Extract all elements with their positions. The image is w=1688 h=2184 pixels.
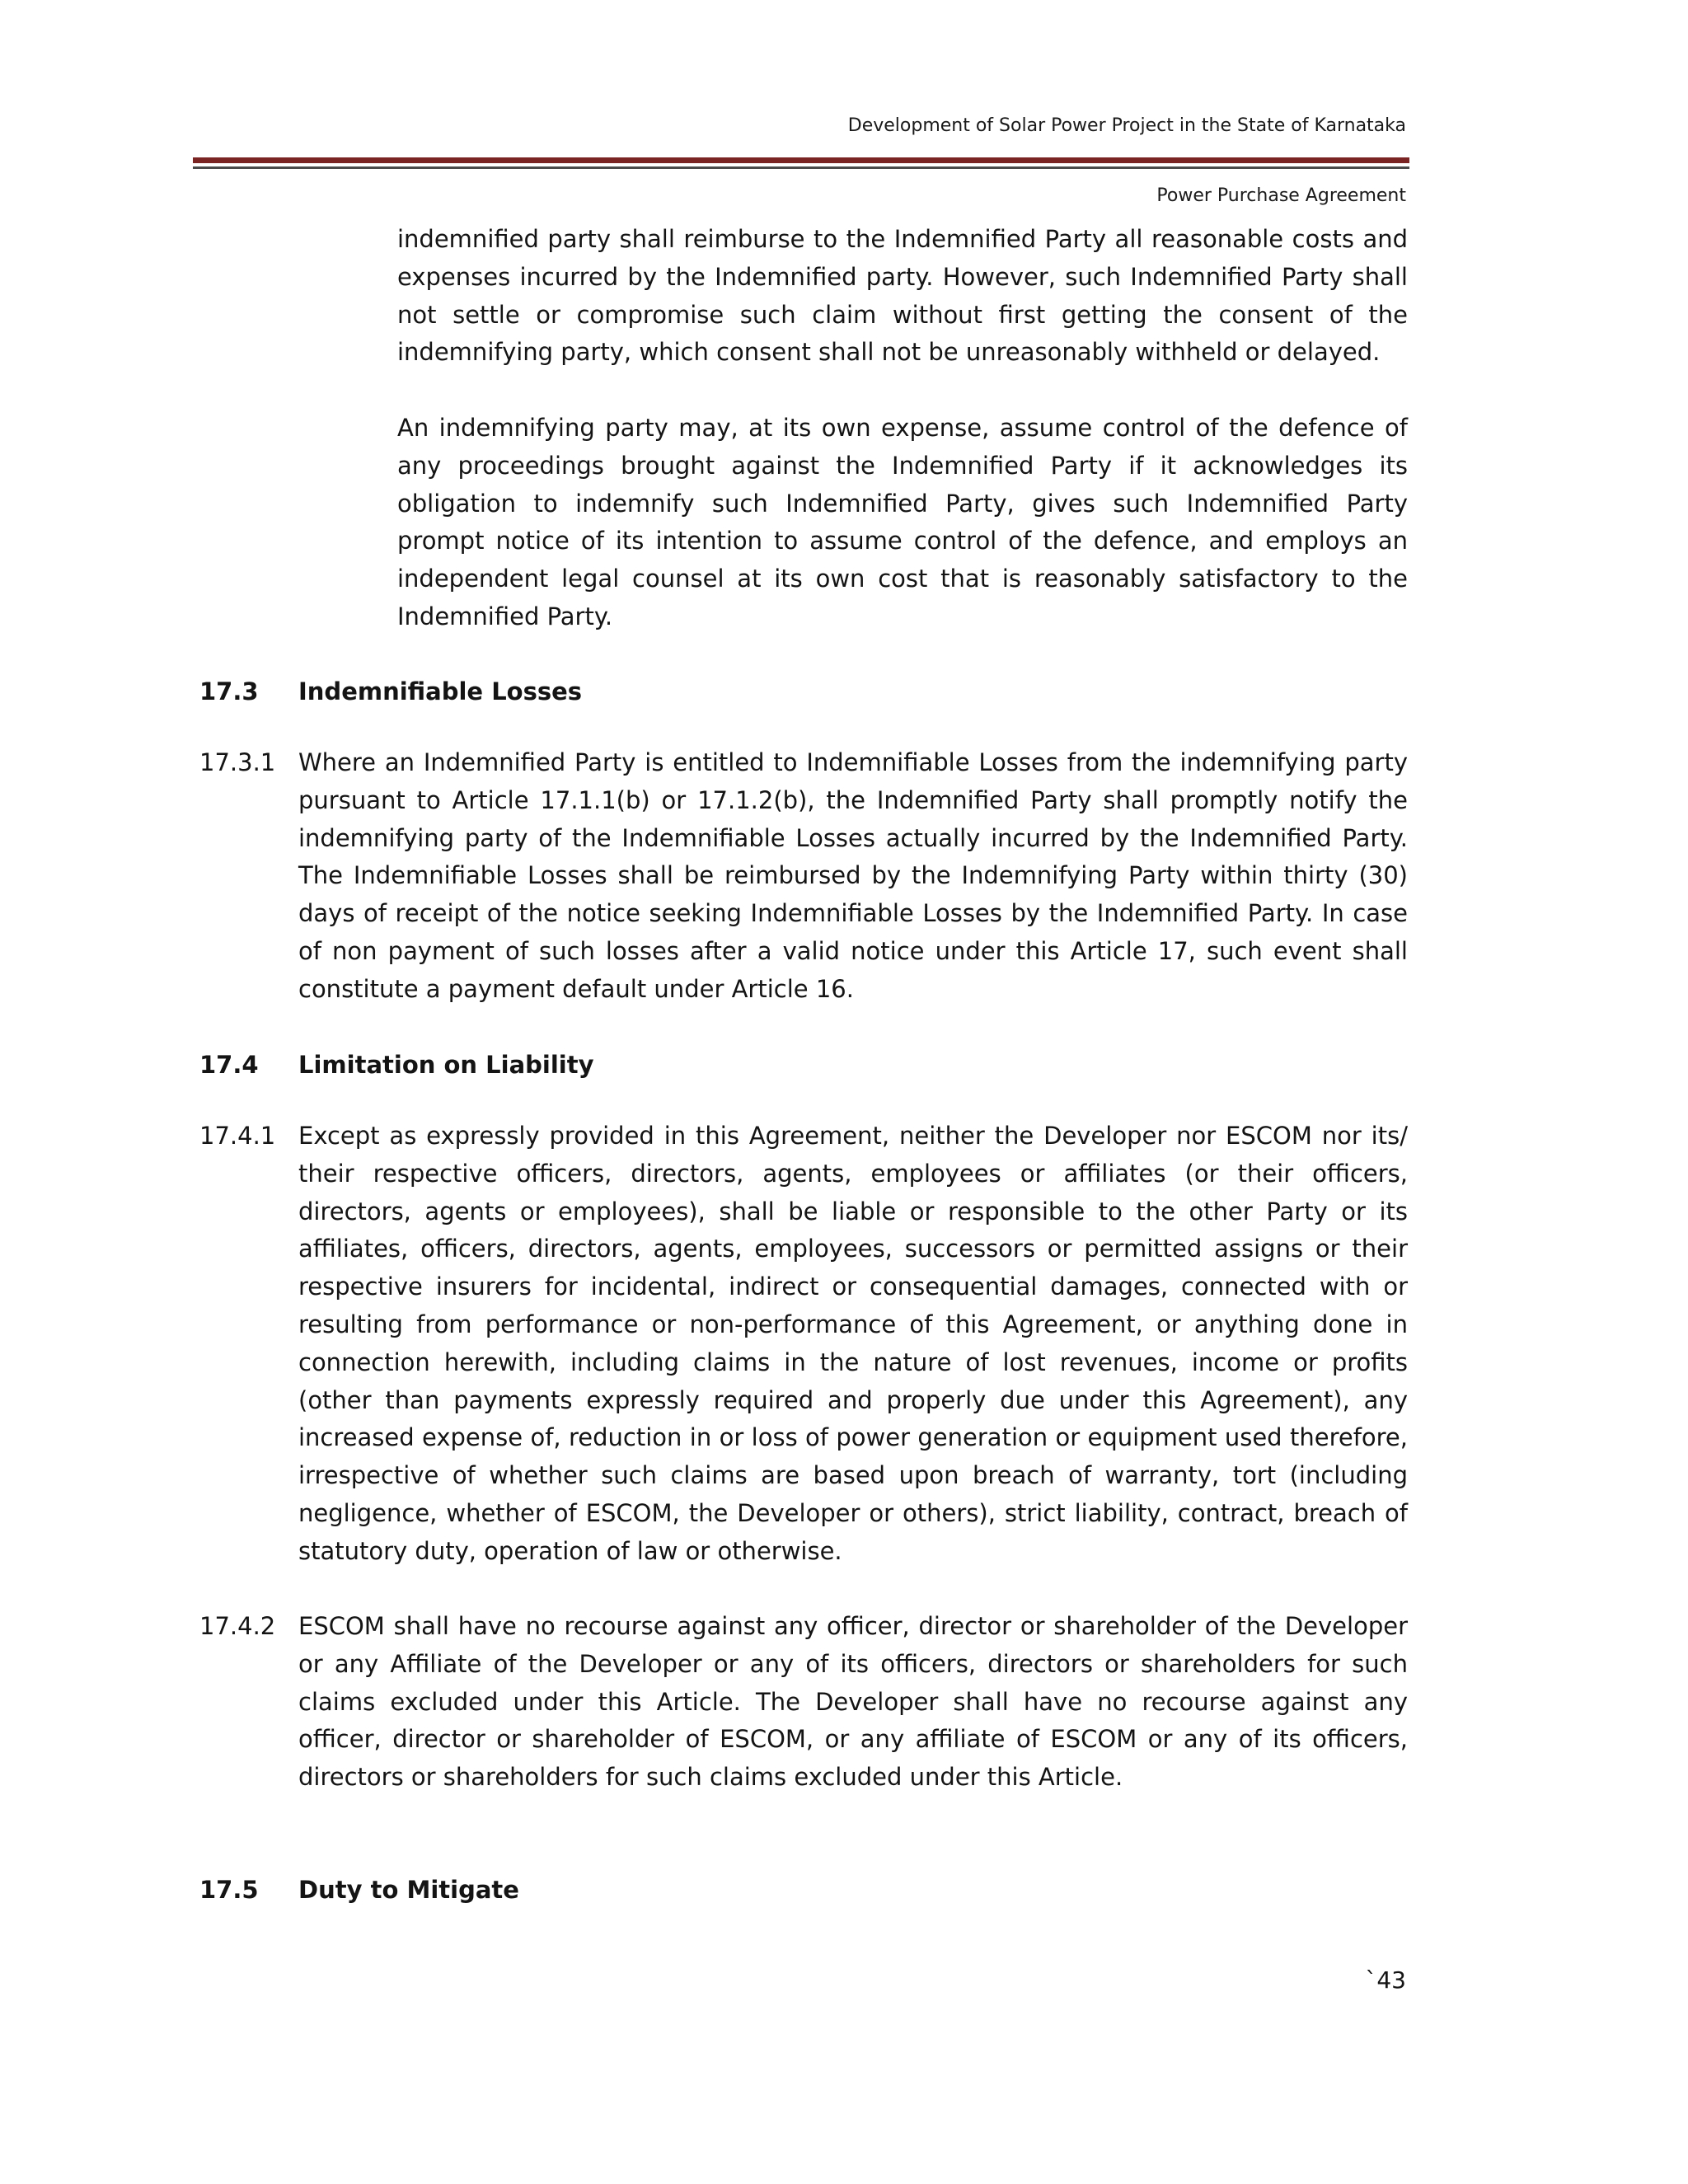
continuation-paragraph-2: An indemnifying party may, at its own expense, assume control of the defence of any proceedings brought against the Indemnified Party if it acknowledges its obligation to indemnify such Indemnified Party, gives such Indemnified Party prompt notice of its intention to assume control of the defence, and employs an independent legal counsel at its own cost that is reasonably satisfactory to the Indemnified Party. [397,414,1408,630]
continuation-paragraph-1: indemnified party shall reimburse to the Indemnified Party all reasonable costs and expenses incurred by the Indemnified party. However, such Indemnified Party shall not settle or compromise such claim without first getting the consent of the indemnifying party, which consent shall not be unreasonably withheld or delayed. [397,225,1408,367]
clause-text: Except as expressly provided in this Agreement, neither the Developer nor ESCOM nor its/ their respective officers, directors, agents, employees or affiliates (or their officers, directors, agents or employees), shall be liable or responsible to the other Party or its affiliates, officers, directors, agents, employees, successors or permitted assigns or their respective insurers for incidental, indirect or consequential damages, connected with or resulting from performance or non-performance of this Agreement, or anything done in connection herewith, including claims in the nature of lost revenues, income or profits (other than payments expressly required and properly due under this Agreement), any increased expense of, reduction in or loss of power generation or equipment used therefore, irrespective of whether such claims are based upon breach of warranty, tort (including negligence, whether of ESCOM, the Developer or others), strict liability, contract, breach of statutory duty, operation of law or otherwise. [298,1122,1408,1565]
clause-text: ESCOM shall have no recourse against any officer, director or shareholder of the Developer or any Affiliate of the Developer or any of its officers, directors or shareholders for such claims excluded under this Article. The Developer shall have no recourse against any officer, director or shareholder of ESCOM, or any affiliate of ESCOM or any of its officers, directors or shareholders for such claims excluded under this Article. [298,1612,1408,1792]
clause-number: 17.4.1 [199,1122,276,1150]
header-subtitle: Power Purchase Agreement [1156,185,1406,206]
header-rule-thick [193,157,1409,163]
header-title: Development of Solar Power Project in the State of Karnataka [847,115,1406,136]
section-number: 17.4 [199,1051,259,1079]
header-rule-thin [193,166,1409,169]
section-title: Limitation on Liability [298,1051,594,1079]
section-title: Indemnifiable Losses [298,677,583,705]
clause-number: 17.4.2 [199,1612,276,1640]
page-number: `43 [1365,1966,1406,1994]
section-title: Duty to Mitigate [298,1876,519,1904]
header-rule [193,157,1409,169]
section-number: 17.5 [199,1876,259,1904]
clause-number: 17.3.1 [199,748,276,776]
section-number: 17.3 [199,677,259,705]
clause-text: Where an Indemnified Party is entitled to Indemnifiable Losses from the indemnifying party pursuant to Article 17.1.1(b) or 17.1.2(b), the Indemnified Party shall promptly notify the indemnifying party of the Indemnifiable Losses actually incurred by the Indemnified Party. The Indemnifiable Losses shall be reimbursed by the Indemnifying Party within thirty (30) days of receipt of the notice seeking Indemnifiable Losses by the Indemnified Party. In case of non payment of such losses after a valid notice under this Article 17, such event shall constitute a payment default under Article 16. [298,748,1408,1003]
